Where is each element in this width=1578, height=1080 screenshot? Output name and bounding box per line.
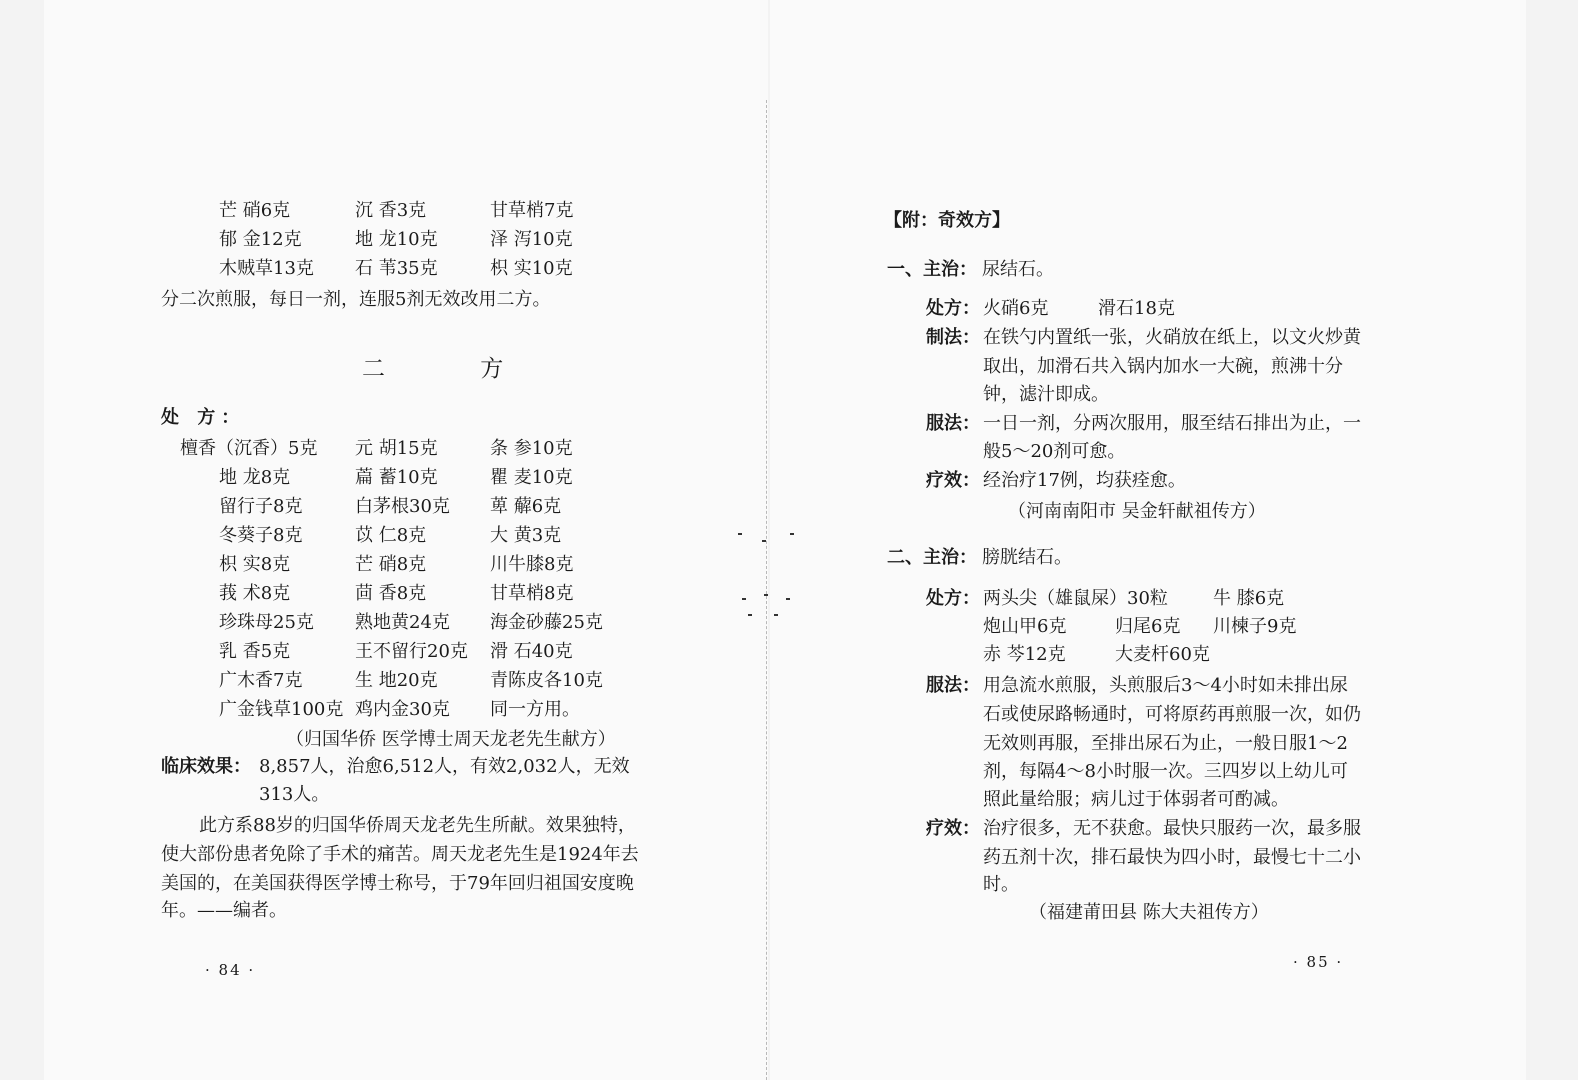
herb-cell: 地 龙8克 <box>219 467 291 488</box>
usage-label: 服法： <box>926 675 980 696</box>
herb-cell: 莪 术8克 <box>219 583 291 604</box>
effect-line: 经治疗17例，均获痊愈。 <box>983 470 1186 491</box>
herb-cell: 石 苇35克 <box>355 258 438 279</box>
section-title: 二 方 <box>362 356 548 382</box>
usage-line: 石或使尿路畅通时，可将原药再煎服一次，如仍 <box>983 704 1361 725</box>
effect-line: 药五剂十次，排石最快为四小时，最慢七十二小 <box>983 847 1361 868</box>
usage-line: 一日一剂，分两次服用，服至结石排出为止，一 <box>983 413 1361 434</box>
scan-speck <box>790 533 794 535</box>
preparation-line: 钟，滤汁即成。 <box>983 384 1109 405</box>
herb-cell: 广木香7克 <box>219 670 303 691</box>
herb-cell: 火硝6克 <box>983 298 1049 319</box>
herb-cell: 萹 蓄10克 <box>355 467 438 488</box>
herb-cell: 留行子8克 <box>219 496 303 517</box>
appendix-title: 【附：奇效方】 <box>884 210 1010 231</box>
herb-cell: 地 龙10克 <box>355 229 438 250</box>
herb-cell: 两头尖（雄鼠屎）30粒 <box>983 588 1168 609</box>
scan-speck <box>742 598 746 600</box>
herb-cell: 泽 泻10克 <box>490 229 573 250</box>
indication-value: 尿结石。 <box>982 259 1054 280</box>
scan-speck <box>748 614 752 616</box>
scan-speck <box>738 533 742 535</box>
herb-cell: 冬葵子8克 <box>219 525 303 546</box>
clinical-label: 临床效果： <box>161 756 251 777</box>
editor-paragraph-line: 此方系88岁的归国华侨周天龙老先生所献。效果独特， <box>199 815 636 836</box>
herb-cell: 同一方用。 <box>490 699 580 720</box>
herb-cell: 条 参10克 <box>490 438 573 459</box>
scan-speck <box>774 614 778 616</box>
preparation-line: 在铁勺内置纸一张，火硝放在纸上，以文火炒黄 <box>983 327 1361 348</box>
usage-line: 剂，每隔4～8小时服一次。三四岁以上幼儿可 <box>983 761 1348 782</box>
preparation-label: 制法： <box>926 327 980 348</box>
herb-cell: 枳 实10克 <box>490 258 573 279</box>
herb-cell: 熟地黄24克 <box>355 612 450 633</box>
herb-cell: 郁 金12克 <box>219 229 302 250</box>
scan-speck <box>762 540 766 542</box>
herb-cell: 赤 芩12克 <box>983 644 1066 665</box>
usage-line: 照此量给服；病儿过于体弱者可酌减。 <box>983 789 1289 810</box>
herb-cell: 沉 香3克 <box>355 200 427 221</box>
source-attribution: （归国华侨 医学博士周天龙老先生献方） <box>286 729 616 750</box>
usage-label: 服法： <box>926 413 980 434</box>
herb-cell: 王不留行20克 <box>355 641 468 662</box>
preparation-line: 取出，加滑石共入锅内加水一大碗，煎沸十分 <box>983 356 1343 377</box>
effect-label: 疗效： <box>926 470 980 491</box>
editor-paragraph-line: 美国的，在美国获得医学博士称号，于79年回归祖国安度晚 <box>161 873 634 894</box>
clinical-results: 313人。 <box>259 784 330 805</box>
herb-cell: 滑石18克 <box>1098 298 1175 319</box>
clinical-results: 8,857人，治愈6,512人，有效2,032人，无效 <box>259 756 630 777</box>
herb-cell: 芒 硝6克 <box>219 200 291 221</box>
book-gutter <box>766 100 767 1080</box>
effect-line: 治疗很多，无不获愈。最快只服药一次，最多服 <box>983 818 1361 839</box>
prescription-label: 处方： <box>926 588 980 609</box>
herb-cell: 大麦杆60克 <box>1115 644 1210 665</box>
herb-cell: 川牛膝8克 <box>490 554 574 575</box>
herb-cell: 元 胡15克 <box>355 438 438 459</box>
herb-cell: 海金砂藤25克 <box>490 612 603 633</box>
indication-label: 一、主治： <box>887 259 977 280</box>
editor-paragraph-line: 年。——编者。 <box>161 900 287 921</box>
page-number: · 85 · <box>1293 953 1344 971</box>
herb-cell: 鸡内金30克 <box>355 699 450 720</box>
scan-speck <box>764 594 768 596</box>
herb-cell: 珍珠母25克 <box>219 612 314 633</box>
herb-cell: 甘草梢8克 <box>490 583 574 604</box>
herb-cell: 广金钱草100克 <box>219 699 344 720</box>
herb-cell: 瞿 麦10克 <box>490 467 573 488</box>
herb-cell: 生 地20克 <box>355 670 438 691</box>
herb-cell: 川楝子9克 <box>1213 616 1297 637</box>
effect-label: 疗效： <box>926 818 980 839</box>
herb-cell: 炮山甲6克 <box>983 616 1067 637</box>
indication-label: 二、主治： <box>887 547 977 568</box>
effect-line: 时。 <box>983 874 1019 895</box>
herb-cell: 牛 膝6克 <box>1213 588 1285 609</box>
herb-cell: 滑 石40克 <box>490 641 573 662</box>
herb-cell: 萆 薢6克 <box>490 496 562 517</box>
source-attribution: （河南南阳市 吴金轩献祖传方） <box>1008 501 1266 522</box>
herb-cell: 芒 硝8克 <box>355 554 427 575</box>
indication-value: 膀胱结石。 <box>982 547 1072 568</box>
herb-cell: 白茅根30克 <box>355 496 450 517</box>
source-attribution: （福建莆田县 陈大夫祖传方） <box>1029 902 1269 923</box>
scan-speck <box>786 598 790 600</box>
herb-cell: 青陈皮各10克 <box>490 670 603 691</box>
editor-paragraph-line: 使大部份患者免除了手术的痛苦。周天龙老先生是1924年去 <box>161 844 639 865</box>
prescription-label: 处方： <box>926 298 980 319</box>
herb-cell: 木贼草13克 <box>219 258 314 279</box>
herb-cell: 苡 仁8克 <box>355 525 427 546</box>
herb-cell: 茴 香8克 <box>355 583 427 604</box>
dosage-note: 分二次煎服，每日一剂，连服5剂无效改用二方。 <box>161 289 551 310</box>
usage-line: 无效则再服，至排出尿石为止，一般日服1～2 <box>983 733 1348 754</box>
herb-cell: 甘草梢7克 <box>490 200 574 221</box>
herb-cell: 檀香（沉香）5克 <box>180 438 318 459</box>
herb-cell: 乳 香5克 <box>219 641 291 662</box>
usage-line: 用急流水煎服，头煎服后3～4小时如未排出尿 <box>983 675 1348 696</box>
herb-cell: 枳 实8克 <box>219 554 291 575</box>
herb-cell: 归尾6克 <box>1115 616 1181 637</box>
usage-line: 般5～20剂可愈。 <box>983 441 1126 462</box>
page-number: · 84 · <box>205 961 256 979</box>
prescription-label: 处 方： <box>161 407 246 428</box>
herb-cell: 大 黄3克 <box>490 525 562 546</box>
